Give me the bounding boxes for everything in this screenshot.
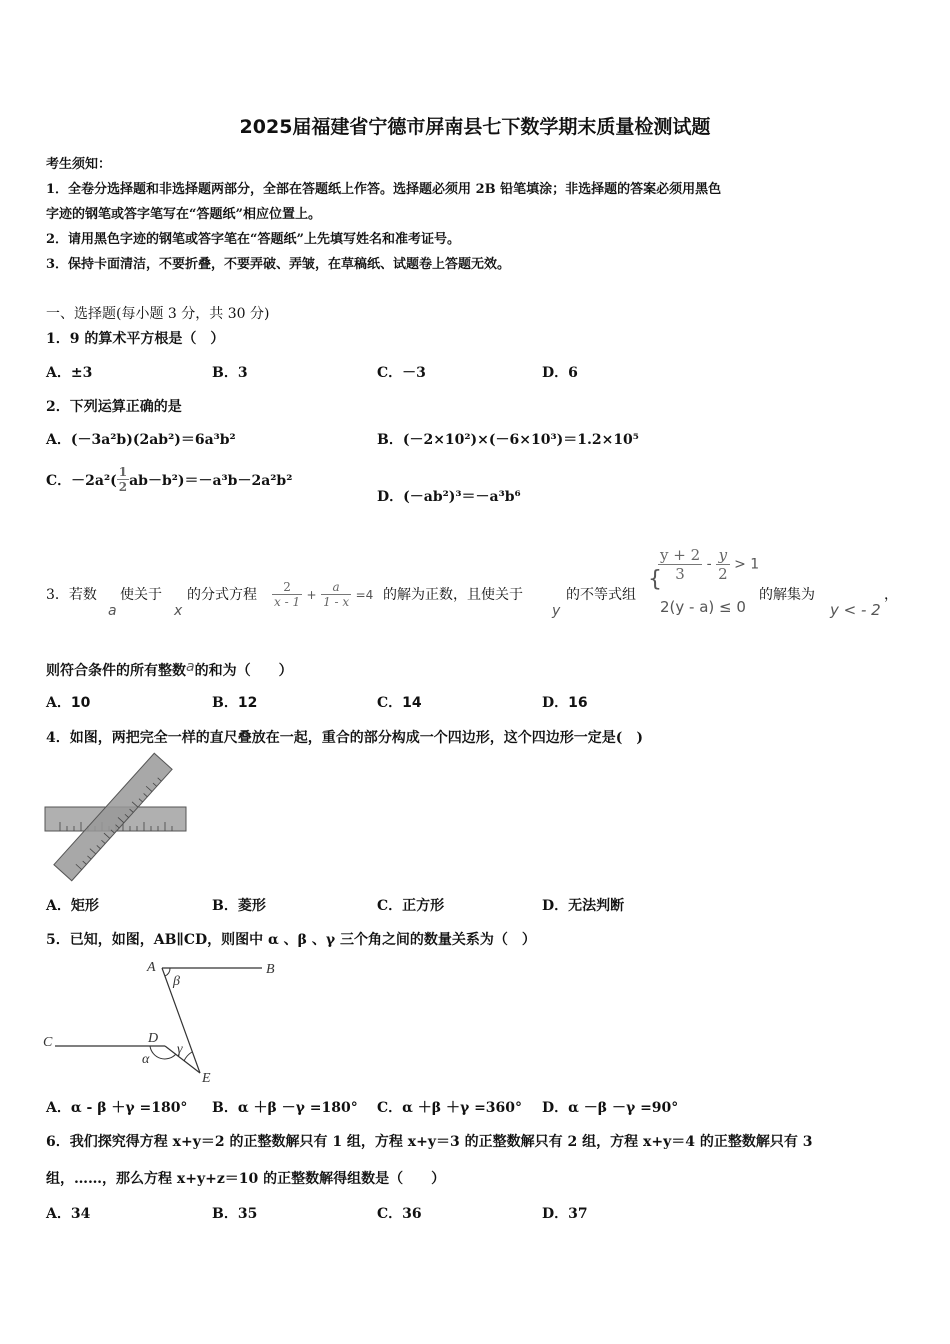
fraction-numerator: a (321, 580, 351, 595)
q3-comma: ， (884, 587, 898, 603)
q3-ineq-frac-2 (716, 546, 730, 583)
q2-option-a: A．(－3a²b)(2ab²)＝6a³b² (46, 432, 236, 448)
q1-option-b: B．3 (212, 365, 248, 381)
q3-option-b (212, 692, 257, 712)
q5-option-c: C．α ＋β ＋γ =360° (377, 1100, 523, 1116)
q3-option-a (46, 692, 90, 712)
q3-frac-2 (321, 580, 351, 610)
option-letter: A． (46, 695, 71, 711)
q3-line2-pre: 则符合条件的所有整数 (46, 663, 186, 679)
option-value: 12 (237, 695, 258, 711)
q2-option-c-post: ab－b²)＝－a³b－2a²b² (129, 472, 293, 489)
rulers-figure (40, 752, 200, 882)
angle-alpha-arc (150, 1046, 176, 1059)
fraction-denominator: x - 1 (274, 595, 301, 610)
q1-option-c: C．－3 (377, 365, 426, 381)
q2-fraction-half (117, 465, 129, 495)
notice-line-2: 2．请用黑色字迹的钢笔或答字笔在“答题纸”上先填写姓名和准考证号。 (46, 232, 461, 247)
q2-option-b: B．(－2×10²)×(－6×10³)＝1.2×10⁵ (377, 432, 639, 448)
q4-stem: 4．如图，两把完全一样的直尺叠放在一起，重合的部分构成一个四边形，这个四边形一定是( ) (46, 730, 643, 746)
q4-option-c: C．正方形 (377, 898, 445, 914)
q3-solution: y < - 2 (830, 601, 881, 619)
q3-equation (272, 580, 373, 610)
q3-inequality-1 (658, 546, 759, 583)
angle-beta-arc (165, 968, 170, 976)
fraction-numerator: y + 2 (660, 546, 701, 564)
q3-line2-post: 的和为（ ） (194, 663, 293, 679)
q1-option-a: A．±3 (46, 365, 93, 381)
q3-brace: { (648, 567, 662, 592)
q3-inequality-2: 2(y - a) ≤ 0 (660, 598, 746, 616)
q3-var-y: y (552, 603, 561, 619)
q2-option-c (46, 465, 292, 495)
fraction-denominator: 2 (718, 565, 728, 583)
q4-option-a: A．矩形 (46, 898, 99, 914)
q3-plus: + (306, 587, 317, 602)
option-letter: C． (377, 695, 403, 711)
q5-option-a: A．α - β ＋γ =180° (46, 1100, 188, 1116)
q3-var-x: x (174, 603, 183, 619)
q3-option-c (377, 692, 422, 712)
fraction-denominator: 1 - x (323, 595, 350, 610)
q1-option-d: D．6 (542, 365, 578, 381)
q2-option-c-pre: C．－2a²( (46, 472, 117, 489)
q5-option-b: B．α ＋β －γ =180° (212, 1100, 358, 1116)
q6-line-1: 6．我们探究得方程 x+y＝2 的正整数解只有 1 组，方程 x+y＝3 的正整数解只有 2 组，方程 x+y＝4 的正整数解只有 3 (46, 1134, 813, 1150)
q3-line2-var: a (186, 659, 195, 675)
option-value: 14 (402, 695, 422, 711)
label-beta: β (173, 974, 180, 989)
q3-ineq-minus: - (706, 556, 712, 573)
section-heading: 一、选择题(每小题 3 分，共 30 分) (46, 306, 270, 322)
label-C: C (43, 1035, 53, 1050)
q3-equals: =4 (355, 587, 374, 602)
notice-line-1b: 字迹的钢笔或答字笔写在“答题纸”相应位置上。 (46, 207, 321, 222)
line-AE (162, 968, 200, 1073)
q3-text-6: 的解集为 (759, 587, 815, 603)
q3-text-3: 的分式方程 (187, 587, 257, 603)
label-B: B (266, 962, 275, 977)
parallel-lines-figure (40, 955, 290, 1090)
q5-stem: 5．已知，如图，AB∥CD，则图中 α 、β 、γ 三个角之间的数量关系为（ ） (46, 932, 536, 948)
q6-option-d: D．37 (542, 1206, 588, 1222)
q3-text-1: 3．若数 (46, 587, 97, 603)
notice-line-3: 3．保持卡面清洁，不要折叠，不要弄破、弄皱，在草稿纸、试题卷上答题无效。 (46, 257, 511, 272)
q3-frac-1 (272, 580, 302, 610)
q3-var-a: a (108, 603, 117, 619)
label-D: D (148, 1031, 159, 1046)
option-value: 10 (70, 695, 91, 711)
notice-heading: 考生须知： (46, 157, 112, 172)
q3-ineq-frac-1 (658, 546, 702, 583)
fraction-denominator: 2 (118, 480, 128, 495)
notice-line-1: 1．全卷分选择题和非选择题两部分，全部在答题纸上作答。选择题必须用 2B 铅笔填涂；非选择题的答案必须用黑色 (46, 182, 722, 197)
q3-text-4: 的解为正数，且使关于 (383, 587, 523, 603)
q6-option-c: C．36 (377, 1206, 422, 1222)
q6-line-2: 组，……，那么方程 x+y+z＝10 的正整数解得组数是（ ） (46, 1171, 446, 1187)
q1-stem: 1．9 的算术平方根是（ ） (46, 331, 225, 347)
q5-option-d: D．α －β －γ =90° (542, 1100, 679, 1116)
fraction-numerator: 1 (118, 465, 128, 479)
fraction-numerator: 2 (272, 580, 302, 595)
q2-option-d: D．(－ab²)³＝－a³b⁶ (377, 489, 521, 505)
option-letter: B． (212, 695, 238, 711)
fraction-denominator: 3 (675, 565, 685, 583)
q3-option-d (542, 692, 588, 712)
label-alpha: α (142, 1052, 150, 1067)
q6-option-b: B．35 (212, 1206, 258, 1222)
q3-ineq-rhs: > 1 (734, 556, 760, 573)
option-value: 16 (568, 695, 588, 711)
q2-stem: 2．下列运算正确的是 (46, 399, 182, 415)
q3-text-2: 使关于 (120, 587, 162, 603)
page-title: 2025届福建省宁德市屏南县七下数学期末质量检测试题 (239, 116, 711, 138)
q6-option-a: A．34 (46, 1206, 91, 1222)
angle-gamma-arc (184, 1052, 192, 1061)
label-gamma: γ (177, 1042, 183, 1057)
fraction-numerator: y (716, 546, 730, 565)
q3-line-2 (46, 659, 293, 680)
option-letter: D． (542, 695, 569, 711)
label-E: E (202, 1071, 211, 1086)
q4-option-b: B．菱形 (212, 898, 266, 914)
q3-text-5: 的不等式组 (566, 587, 636, 603)
label-A: A (147, 960, 156, 975)
q4-option-d: D．无法判断 (542, 898, 625, 914)
